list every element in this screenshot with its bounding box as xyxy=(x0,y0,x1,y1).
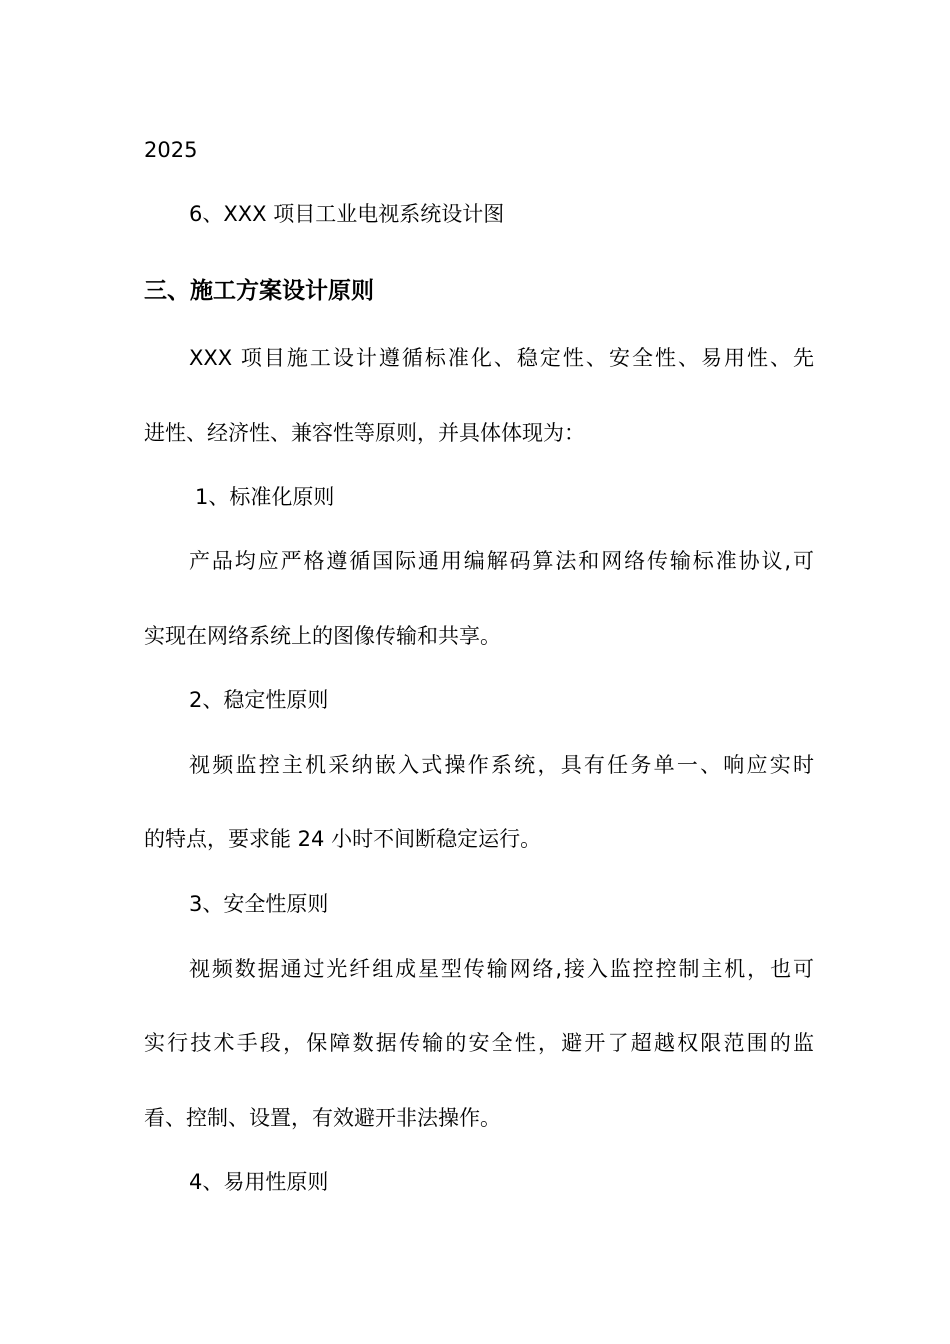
principle-1-line-1: 产品均应严格遵循国际通用编解码算法和网络传输标准协议,可 xyxy=(189,549,814,573)
principle-3-line-3: 看、控制、设置，有效避开非法操作。 xyxy=(144,1106,501,1130)
intro-paragraph-line-2: 进性、经济性、兼容性等原则，并具体体现为： xyxy=(144,421,585,445)
principle-3-line-1: 视频数据通过光纤组成星型传输网络,接入监控控制主机，也可 xyxy=(189,957,814,981)
principle-1-title: 1、标准化原则 xyxy=(195,485,335,509)
list-item-6: 6、XXX 项目工业电视系统设计图 xyxy=(189,202,505,226)
principle-2-title: 2、稳定性原则 xyxy=(189,688,329,712)
principle-3-title: 3、安全性原则 xyxy=(189,892,329,916)
principle-1-line-2: 实现在网络系统上的图像传输和共享。 xyxy=(144,624,501,648)
intro-paragraph-line-1: XXX 项目施工设计遵循标准化、稳定性、安全性、易用性、先 xyxy=(189,346,814,370)
principle-3-line-2: 实行技术手段，保障数据传输的安全性，避开了超越权限范围的监 xyxy=(144,1031,814,1055)
principle-2-line-2: 的特点，要求能 24 小时不间断稳定运行。 xyxy=(144,827,542,851)
section-heading: 三、施工方案设计原则 xyxy=(144,278,374,304)
year-fragment: 2025 xyxy=(144,138,198,162)
principle-4-title: 4、易用性原则 xyxy=(189,1170,329,1194)
principle-2-line-1: 视频监控主机采纳嵌入式操作系统，具有任务单一、响应实时 xyxy=(189,753,814,777)
